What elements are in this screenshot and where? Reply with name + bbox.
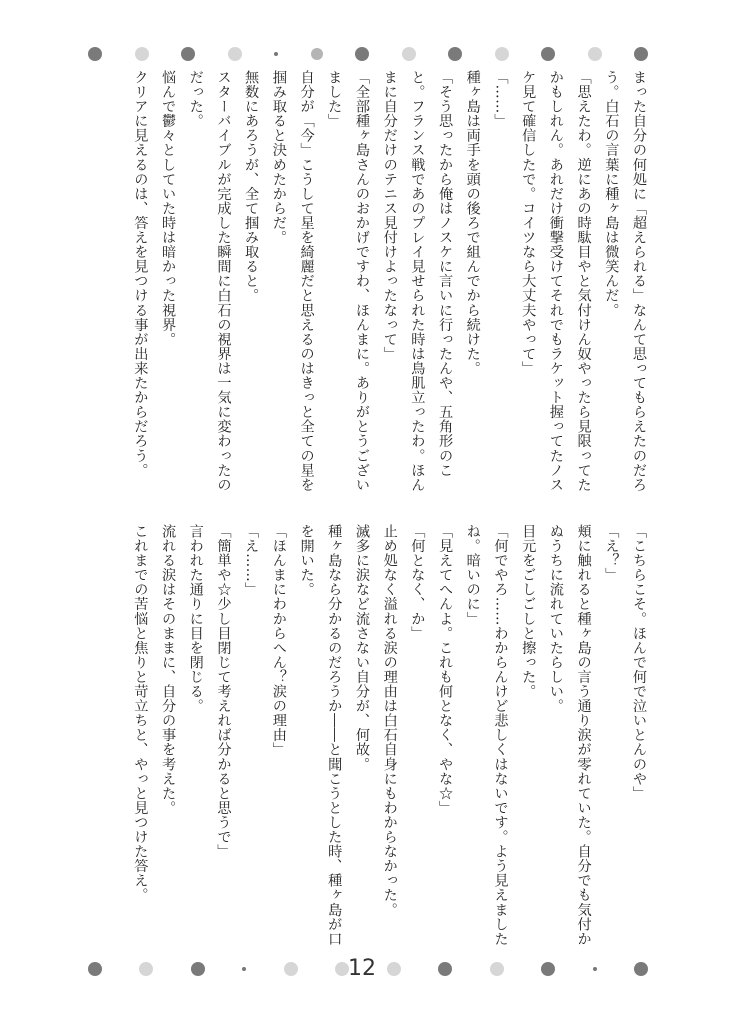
dot-ornament <box>541 962 555 976</box>
paragraph: 悩んで鬱々としていた時は暗かった視界。 <box>160 70 177 347</box>
dot-ornament <box>448 47 462 61</box>
dot-ornament <box>355 47 369 61</box>
paragraph: 「え？」 <box>603 524 620 583</box>
dot-ornament <box>228 47 242 61</box>
paragraph: 種ヶ島は両手を頭の後ろで組んでから続けた。 <box>464 70 481 376</box>
dot-ornament <box>191 962 205 976</box>
dot-ornament <box>634 962 648 976</box>
dot-ornament <box>593 967 597 971</box>
dot-ornament <box>135 47 149 61</box>
paragraph: 「見えてへんよ。これも何となく、やな☆」 <box>437 524 454 815</box>
dot-ornament <box>181 47 195 61</box>
paragraph: 無数にあろうが、全て掴み取ると。 <box>243 70 260 303</box>
dot-ornament <box>242 967 246 971</box>
paragraph: 「簡単や☆少し目閉じて考えれば分かると思うで」 <box>215 524 232 859</box>
dot-ornament <box>541 47 555 61</box>
paragraph: 自分が「今」こうして星を綺麗だと思えるのはきっと全ての星を掴み取ると決めたからだ。 <box>270 70 315 492</box>
paragraph: 「そう思ったから俺はノスケに言いに行ったんや、五角形のこと。フランス戦であのプレイ見せられた時は鳥肌立ったわ。ほんまに自分だけのテニス見付けよったなって」 <box>381 70 454 492</box>
top-text-block <box>86 70 652 492</box>
dot-ornament <box>495 47 509 61</box>
paragraph: 「え……」 <box>243 524 260 597</box>
dot-ornament <box>274 52 278 56</box>
dot-ornament <box>88 962 102 976</box>
paragraph: 「……」 <box>492 70 509 129</box>
paragraph: 滅多に涙など流さない自分が、何故。 <box>353 524 370 772</box>
dot-ornament <box>387 962 401 976</box>
paragraph: 「思えたわ。逆にあの時駄目やと気付けん奴やったら見限ってたかもしれん。あれだけ衝撃受けてそれでもラケット握ってたノスケ見て確信したで。コイツなら大丈夫やって」 <box>520 70 592 492</box>
paragraph: 止め処なく溢れる涙の理由は白石自身にもわからなかった。 <box>381 524 398 917</box>
dot-ornament <box>438 962 452 976</box>
paragraph: これまでの苦悩と焦りと苛立ちと、やっと見つけた答え。 <box>132 524 149 903</box>
paragraph: 目元をごしごしと擦った。 <box>520 524 537 699</box>
paragraph: クリアに見えるのは、答えを見つける事が出来たからだろう。 <box>132 70 149 478</box>
paragraph: 種ヶ島なら分かるのだろうか――と聞こうとした時、種ヶ島が口を開いた。 <box>298 524 343 946</box>
top-dot-border <box>88 46 648 62</box>
page-number: 12 <box>348 956 376 981</box>
dot-ornament <box>402 47 416 61</box>
dot-ornament <box>490 962 504 976</box>
paragraph: 「何でやろ……わからんけど悲しくはないです。よう見えましたね。暗いのに」 <box>464 524 509 946</box>
dot-ornament <box>139 962 153 976</box>
dot-ornament <box>88 47 102 61</box>
paragraph: まった自分の何処に「超えられる」なんて思ってもらえたのだろう。白石の言葉に種ヶ島は微笑んだ。 <box>603 70 647 492</box>
paragraph: 流れる涙はそのままに、自分の事を考えた。 <box>160 524 177 815</box>
paragraph: スターバイブルが完成した瞬間に白石の視界は一気に変わったのだった。 <box>187 70 232 492</box>
paragraph: 「全部種ヶ島さんのおかげですわ、ほんまに。ありがとうございました」 <box>326 70 370 492</box>
paragraph: 言われた通りに目を閉じる。 <box>187 524 204 714</box>
dot-ornament <box>311 48 323 60</box>
paragraph: 「何となく、か」 <box>409 524 426 641</box>
paragraph: 「こちらこそ。ほんで何で泣いとんのや」 <box>631 524 647 801</box>
dot-ornament <box>284 962 298 976</box>
paragraph: 頬に触れると種ヶ島の言う通り涙が零れていた。自分でも気付かぬうちに流れていたらしい。 <box>547 524 592 946</box>
dot-ornament <box>588 47 602 61</box>
paragraph: 「ほんまにわからへん？涙の理由」 <box>270 524 287 757</box>
bottom-text-block <box>86 524 652 948</box>
dot-ornament <box>634 47 648 61</box>
